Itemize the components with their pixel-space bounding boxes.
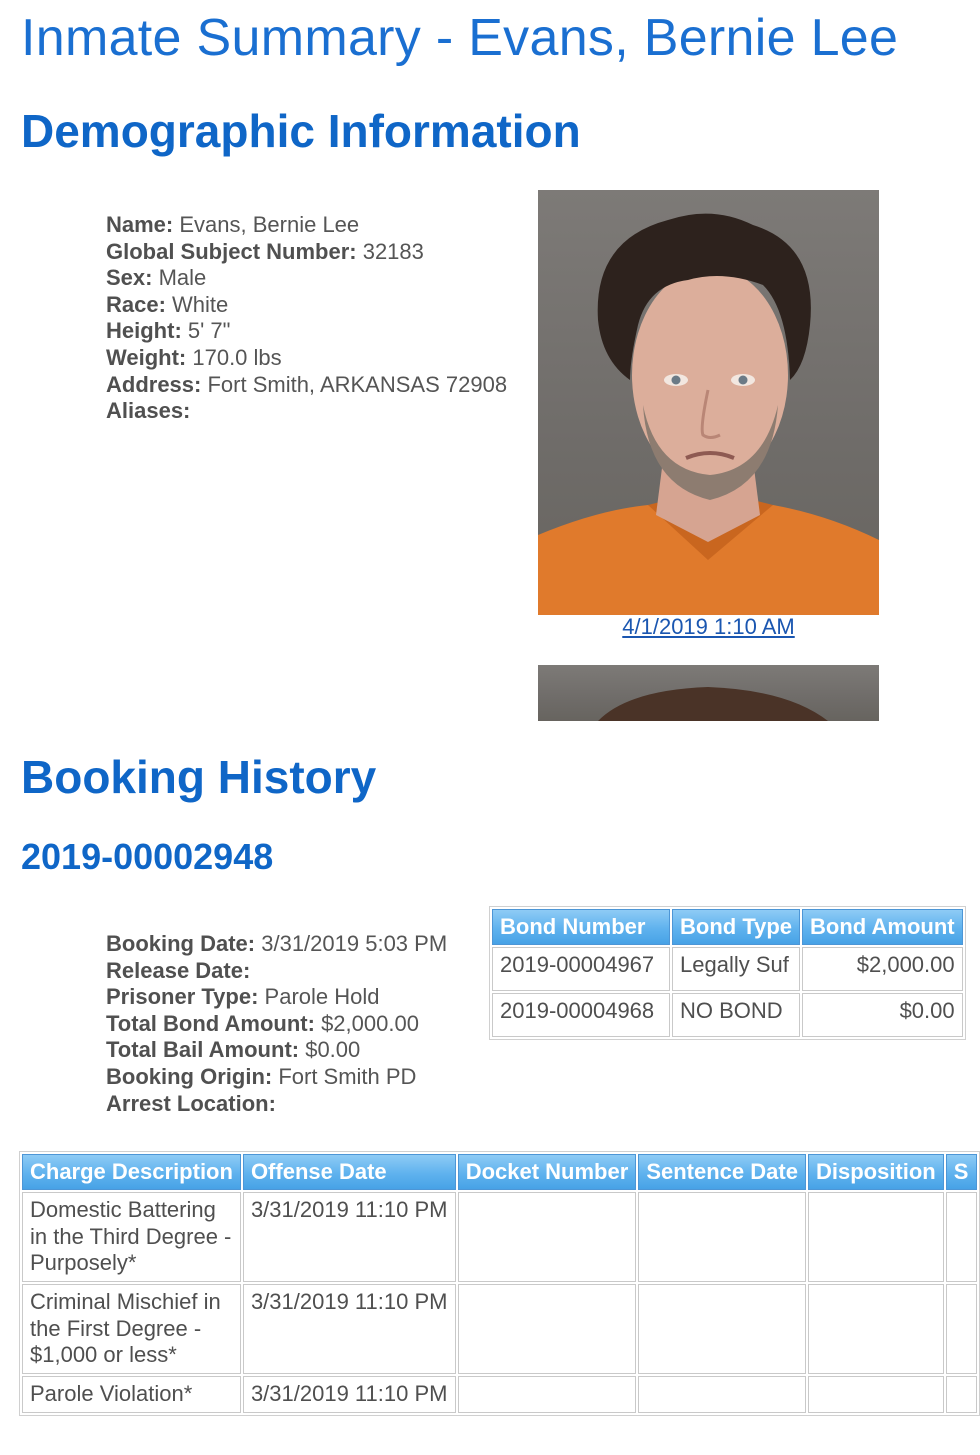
table-cell: 2019-00004967 <box>492 947 670 991</box>
info-label: Height: <box>106 318 182 344</box>
demographic-heading: Demographic Information <box>21 105 581 157</box>
table-cell <box>808 1284 944 1374</box>
info-label: Total Bail Amount: <box>106 1037 300 1063</box>
info-label: Aliases: <box>106 398 191 424</box>
table-cell <box>638 1192 806 1282</box>
table-cell: $0.00 <box>802 993 963 1037</box>
table-cell: Parole Violation* <box>22 1376 241 1413</box>
info-value: 32183 <box>356 238 424 264</box>
info-label: Total Bond Amount: <box>106 1010 315 1036</box>
charges-table-header <box>22 1154 977 1190</box>
table-cell: $2,000.00 <box>802 947 963 991</box>
table-cell <box>946 1284 977 1374</box>
charges-table <box>19 1151 980 1416</box>
table-cell <box>638 1376 806 1413</box>
info-value: Evans, Bernie Lee <box>173 212 360 237</box>
info-label: Global Subject Number: <box>106 238 357 264</box>
column-header-offense-date[interactable]: Offense Date <box>243 1154 456 1190</box>
table-cell: Domestic Battering in the Third Degree - Purposely* <box>22 1192 241 1282</box>
info-value: 3/31/2019 5:03 PM <box>255 931 448 956</box>
table-cell <box>458 1192 637 1282</box>
table-cell: 2019-00004968 <box>492 993 670 1037</box>
table-cell: Legally Suf <box>672 947 800 991</box>
info-label: Race: <box>106 291 166 317</box>
table-cell <box>808 1192 944 1282</box>
column-header-sentence-date[interactable]: Sentence Date <box>638 1154 806 1190</box>
info-label: Name: <box>106 212 174 237</box>
info-label: Address: <box>106 371 202 397</box>
column-header-bond-number[interactable]: Bond Number <box>492 909 670 945</box>
info-value: Fort Smith PD <box>272 1063 417 1089</box>
info-label: Booking Date: <box>106 931 256 956</box>
booking-history-heading: Booking History <box>21 751 377 803</box>
table-cell: 3/31/2019 11:10 PM <box>243 1284 456 1374</box>
table-cell: Criminal Mischief in the First Degree - $1,000 or less* <box>22 1284 241 1374</box>
table-row <box>22 1284 977 1374</box>
table-cell: 3/31/2019 11:10 PM <box>243 1192 456 1282</box>
column-header-disposition[interactable]: Disposition <box>808 1154 944 1190</box>
table-cell <box>638 1284 806 1374</box>
table-cell <box>808 1376 944 1413</box>
info-value: 170.0 lbs <box>186 344 282 370</box>
column-header-docket-number[interactable]: Docket Number <box>458 1154 637 1190</box>
info-label: Prisoner Type: <box>106 984 259 1010</box>
info-label: Booking Origin: <box>106 1063 273 1089</box>
table-cell <box>946 1192 977 1282</box>
column-header-charge-description[interactable]: Charge Description <box>22 1154 241 1190</box>
info-label: Arrest Location: <box>106 1090 276 1116</box>
column-header-bond-amount[interactable]: Bond Amount <box>802 909 963 945</box>
column-header-truncated[interactable]: S <box>946 1154 977 1190</box>
table-cell: 3/31/2019 11:10 PM <box>243 1376 456 1413</box>
table-cell <box>946 1376 977 1413</box>
info-label: Release Date: <box>106 957 251 983</box>
info-value: $0.00 <box>299 1037 361 1063</box>
booking-number: 2019-00002948 <box>21 836 274 877</box>
info-value: 5' 7" <box>181 318 231 344</box>
photo-date-link[interactable]: 4/1/2019 1:10 AM <box>622 614 795 639</box>
info-value: Male <box>152 265 207 291</box>
table-cell: NO BOND <box>672 993 800 1037</box>
table-cell <box>458 1376 637 1413</box>
table-cell <box>458 1284 637 1374</box>
table-row <box>22 1376 977 1413</box>
info-label: Sex: <box>106 265 153 291</box>
info-label: Weight: <box>106 344 187 370</box>
info-value: Parole Hold <box>258 984 380 1010</box>
info-value: $2,000.00 <box>314 1010 419 1036</box>
info-value: Fort Smith, ARKANSAS 72908 <box>201 371 508 397</box>
column-header-bond-type[interactable]: Bond Type <box>672 909 800 945</box>
table-row <box>22 1192 977 1282</box>
info-value: White <box>165 291 229 317</box>
page-title: Inmate Summary - Evans, Bernie Lee <box>21 9 899 67</box>
